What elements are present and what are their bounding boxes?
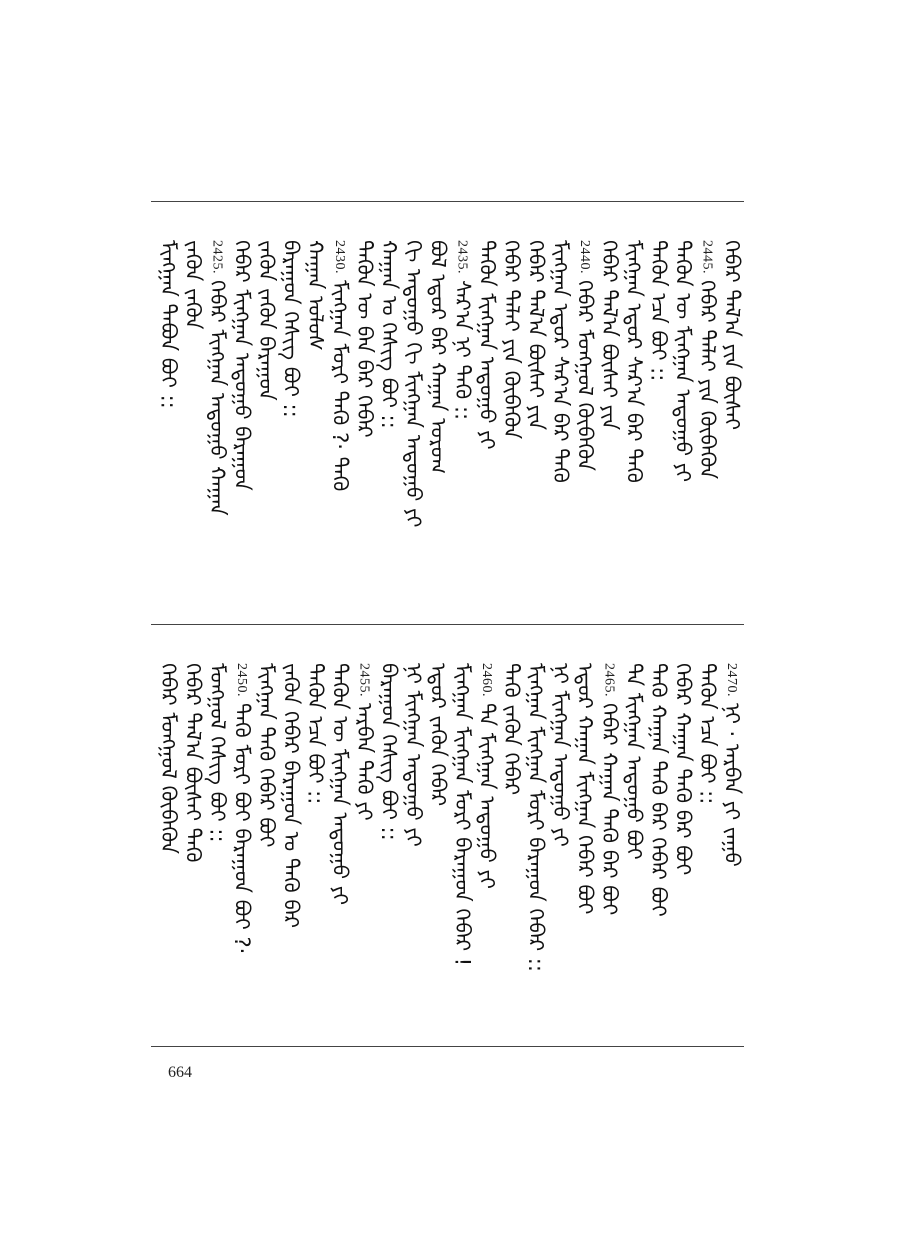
page-number: 664 (168, 1064, 192, 1081)
text-line: ᠪᠣᠯ ᠡᠳᠦᠷ ᠪᠡᠷ ᠬᠠᠭᠠᠨ ᠤᠷᠤᠭ (426, 240, 450, 475)
text-line: ᠮᠢᠩᠭᠠᠨ ᠮᠢᠩᠭᠠᠨ ᠮᠣᠷᠢ ᠪᠠᠷᠠᠭᠤᠨ ᠬᠡᠪᠡᠷ ! (450, 663, 475, 967)
text-line: ᠬᠡᠪᠡᠷ ᠳᠠᠯᠠᠢ ᠶᠢᠨ ᠬᠥᠪᠡᠭᠦᠨ (695, 280, 720, 480)
line-number: 2430. (332, 240, 347, 274)
text-line: ᠵᠡᠭᠦᠨ ᠵᠡᠭᠦᠨ (181, 240, 205, 330)
text-line: ᠮᠣᠩᠭᠣᠯ ᠬᠡᠰᠢᠭ ᠪᠤᠢ :: (205, 663, 230, 843)
line-number: 2470. (724, 663, 739, 697)
text-line: ᠬᠡᠪᠡᠷ ᠬᠠᠭᠠᠨ ᠲᠡᠭᠦ ᠪᠡᠷ ᠪᠤᠢ (597, 703, 622, 916)
text-line: ᠬᠢ ᠠᠳᠤᠭᠤ ᠬᠢ ᠮᠢᠩᠭᠠᠨ ᠠᠳᠤᠭᠤ ᠶᠢ (401, 240, 426, 528)
text-line: ᠲᠡᠭᠦᠨ ᠡᠴᠡ ᠪᠤᠢ :: (646, 240, 671, 382)
line-number: 2465. (601, 663, 617, 697)
text-line: ᠲᠡᠭᠦ ᠵᠡᠭᠦᠨ ᠬᠡᠪᠡᠷ (499, 663, 524, 796)
line-number: 2435. (454, 240, 470, 274)
upper-text-block (151, 240, 744, 620)
text-line: ᠮᠢᠩᠭᠠᠨ ᠮᠣᠷᠢ ᠲᠡᠭᠦ ?· ᠲᠡᠭᠦ (328, 280, 352, 492)
text-line: ᠨᠢ ᠮᠢᠩᠭᠠᠨ ᠠᠳᠤᠭᠤ ᠶᠢ (401, 663, 426, 847)
text-line: ᠵᠡᠭᠦᠨ ᠵᠡᠭᠦᠨ ᠪᠠᠷᠠᠭᠤᠨ (254, 240, 279, 401)
text-line: ᠲᠡᠭᠦ ᠬᠠᠭᠠᠨ ᠲᠡᠭᠦ ᠪᠡᠷ ᠬᠡᠪᠡᠷ ᠪᠤᠢ (646, 663, 671, 917)
text-line: ᠲᠡᠭᠦᠨ ᠡᠴᠡ ᠪᠤᠢ :: (695, 663, 720, 805)
text-line: ᠲᠡᠭᠦᠨ ᠦ ᠮᠢᠩᠭᠠᠨ ᠠᠳᠤᠭᠤ ᠶᠢ (671, 240, 695, 483)
text-line: ᠲᠡ ᠮᠢᠩᠭᠠᠨ ᠠᠳᠤᠭᠤ ᠶᠢ (475, 703, 499, 889)
text-line: ᠬᠡᠪᠡᠷ ᠮᠣᠩᠭᠣᠯ ᠬᠥᠪᠡᠭᠦᠨ (573, 280, 597, 471)
text-line: ᠬᠡᠪᠡᠷ ᠮᠢᠩᠭᠠᠨ ᠠᠳᠤᠭᠤ ᠬᠠᠭᠠᠨ (205, 280, 230, 516)
text-line: ᠬᠡᠪᠡᠷ ᠲᠠᠯ᠎ᠠ ᠪᠦᠰᠡᠢ ᠶᠢᠨ (524, 240, 548, 431)
text-line: ᠬᠠᠭᠠᠨ ᠤ ᠬᠡᠰᠢᠭ ᠪᠤᠢ :: (377, 240, 401, 429)
text-line: ᠪᠠᠷᠠᠭᠤᠨ ᠬᠡᠰᠢᠭ ᠪᠤᠢ :: (377, 663, 401, 841)
text-line: ᠬᠡᠪᠡᠷ ᠳᠠᠯᠠᠢ ᠶᠢᠨ ᠬᠥᠪᠡᠭᠦᠨ (499, 240, 524, 440)
bottom-rule (151, 1046, 744, 1047)
text-line: ᠮᠢᠩᠭᠠᠨ ᠲᠠᠪᠤᠨ ᠪᠤᠢ :: (156, 240, 181, 409)
line-number: 2445. (699, 240, 715, 274)
text-line: ᠲᠡᠭᠦᠨ ᠡᠴᠡ ᠪᠤᠢ :: (303, 663, 328, 805)
text-line: ᠬᠡᠪᠡᠷ ᠲᠠᠯ᠎ᠠ ᠶᠢᠨ ᠪᠦᠰᠡᠢ (720, 240, 744, 431)
line-number: 2455. (356, 663, 372, 697)
text-line: ᠡᠳᠦᠷ ᠵᠡᠭᠦᠨ ᠬᠡᠪᠡᠷ (426, 663, 450, 807)
text-line: ᠰᠠᠷ᠎ᠠ ᠨᠢ ᠲᠡᠭᠦ :: (450, 280, 475, 421)
text-line: ᠬᠡᠪᠡᠷ ᠮᠣᠩᠭᠣᠯ ᠬᠥᠪᠡᠭᠦᠨ (156, 663, 181, 854)
text-line: ᠬᠡᠪᠡᠷ ᠲᠠᠯ᠎ᠠ ᠪᠦᠰᠡᠢ ᠲᠡᠭᠦ (181, 663, 205, 863)
line-number: 2440. (577, 240, 592, 274)
text-line: ᠬᠡᠪᠡᠷ ᠲᠠᠯ᠎ᠠ ᠪᠦᠰᠡᠢ ᠶᠢᠨ (597, 240, 622, 431)
text-line: ᠡᠳᠦᠷ ᠬᠠᠭᠠᠨ ᠮᠢᠩᠭᠠᠨ ᠬᠡᠪᠡᠷ ᠪᠤᠢ (573, 663, 597, 915)
text-line: ᠮᠢᠩᠭᠠᠨ ᠮᠢᠩᠭᠠᠨ ᠮᠣᠷᠢ ᠪᠠᠷᠠᠭᠤᠨ ᠬᠡᠪᠡᠷ :: (524, 663, 548, 972)
text-line: ᠲᠡᠭᠦᠨ ᠦ ᠮᠢᠩᠭᠠᠨ ᠠᠳᠤᠭᠤ ᠶᠢ (328, 663, 352, 906)
text-line: ᠲᠡᠭᠦᠨ ᠦ ᠪᠡᠨ ᠪᠡᠷ ᠬᠡᠪᠡᠷ (352, 240, 377, 438)
text-line: ᠲᠡᠭᠦ ᠮᠣᠷᠢ ᠪᠤᠢ ᠪᠠᠷᠠᠭᠤᠨ ᠪᠤᠢ ?· (230, 703, 254, 955)
text-line: ᠬᠡᠪᠡᠷ ᠮᠢᠩᠭᠠᠨ ᠠᠳᠤᠭᠤ ᠪᠠᠷᠠᠭᠤᠨ (230, 240, 254, 491)
text-line: ᠮᠢᠩᠭᠠᠨ ᠡᠳᠦᠷ ᠰᠠᠷ᠎ᠠ ᠪᠠᠷ ᠲᠡᠭᠦ (622, 240, 646, 484)
text-line: ᠨᠢ ᠮᠢᠩᠭᠠᠨ ᠠᠳᠤᠭᠤ ᠶᠢ (548, 663, 573, 847)
text-line: ᠲᠡᠭᠦᠨ ᠮᠢᠩᠭᠠᠨ ᠠᠳᠤᠭᠤ ᠶᠢ (475, 240, 499, 450)
top-rule (151, 201, 744, 202)
text-line: ᠬᠠᠭᠠᠨ ᠤᠯᠤᠰ (303, 240, 328, 351)
line-number: 2450. (234, 663, 249, 697)
lower-text-block (151, 663, 744, 1043)
middle-rule (151, 624, 744, 625)
text-line: ᠮᠢᠩᠭᠠᠨ ᠡᠳᠦᠷ ᠰᠠᠷ᠎ᠠ ᠪᠠᠷ ᠲᠡᠭᠦ (548, 240, 573, 484)
text-line: ᠵᠡᠭᠦᠨ ᠬᠡᠪᠡᠷ ᠪᠠᠷᠠᠭᠤᠨ ᠤ ᠲᠡᠭᠦ ᠪᠡᠷ (279, 663, 303, 929)
line-number: 2460. (479, 663, 494, 697)
text-line: ᠲᠡ ᠮᠢᠩᠭᠠᠨ ᠠᠳᠤᠭᠤ ᠪᠤᠢ (622, 663, 646, 860)
text-line: ᠪᠠᠷᠠᠭᠤᠨ ᠬᠡᠰᠢᠭ ᠪᠤᠢ :: (279, 240, 303, 418)
text-line: ᠮᠢᠩᠭᠠᠨ ᠲᠡᠭᠦ ᠬᠡᠪᠡᠷ ᠪᠤᠢ (254, 663, 279, 848)
text-line: ᠠᠷᠪᠠᠨ ᠲᠡᠭᠦ ᠶᠢ (352, 703, 377, 821)
text-line: ᠨᠢ · ᠠᠷᠪᠠᠨ ᠶᠢ ᠵᠠᠭᠤ (720, 703, 744, 867)
line-number: 2425. (209, 240, 225, 274)
text-line: ᠬᠡᠪᠡᠷ ᠬᠠᠭᠠᠨ ᠲᠡᠭᠦ ᠪᠡᠷ ᠪᠤᠢ (671, 663, 695, 876)
